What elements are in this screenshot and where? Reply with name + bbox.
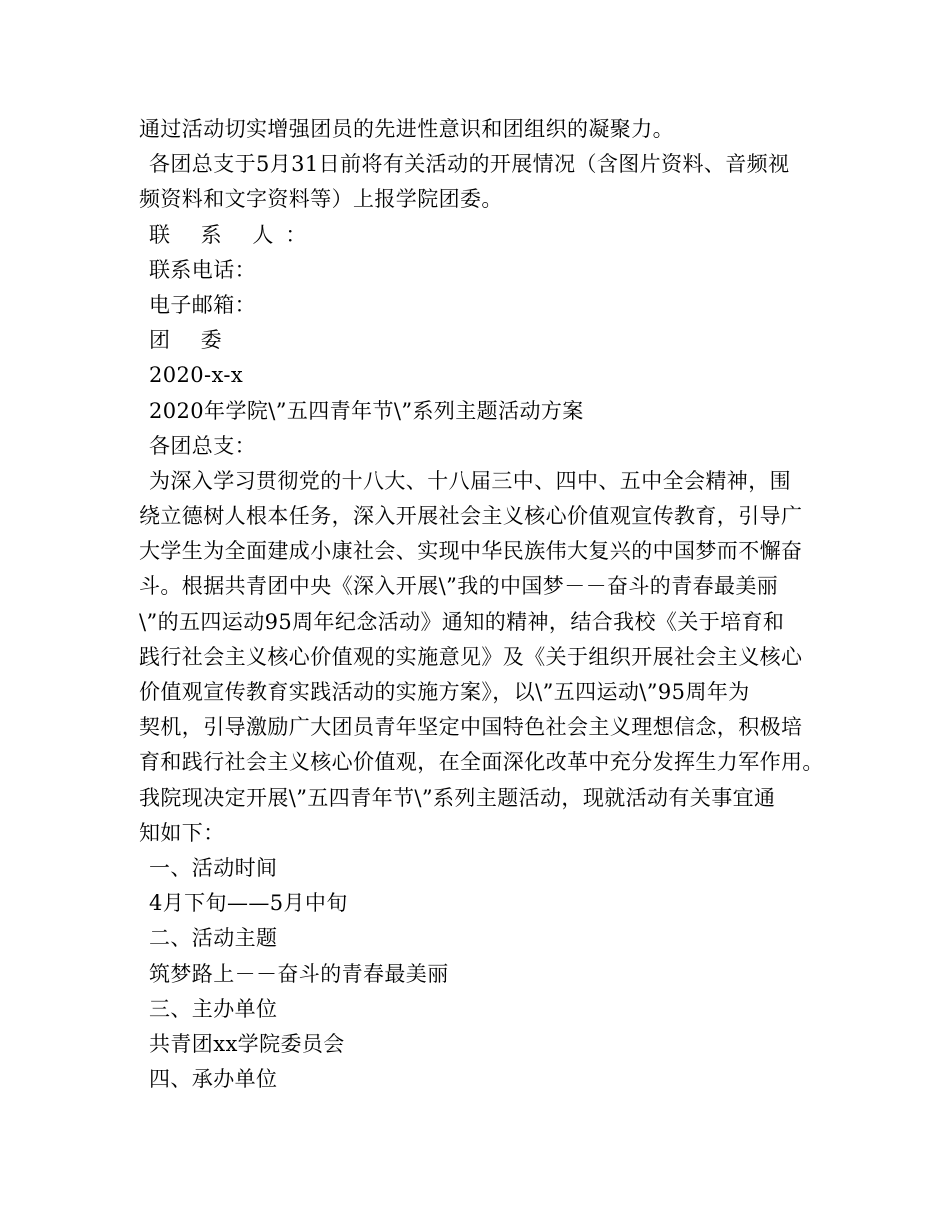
body-text-line: 各团总支于5月31日前将有关活动的开展情况（含图片资料、音频视 <box>149 152 790 177</box>
section-content: 共青团xx学院委员会 <box>149 1031 345 1056</box>
body-text-line: 绕立德树人根本任务，深入开展社会主义核心价值观宣传教育，引导广 <box>139 504 803 529</box>
body-text-line: 价值观宣传教育实践活动的实施方案》，以\”五四运动\”95周年为 <box>139 680 750 704</box>
body-text-line: 频资料和文字资料等）上报学院团委。 <box>139 187 503 212</box>
section-content: 筑梦路上－－奋斗的青春最美丽 <box>149 961 449 986</box>
section-heading: 二、活动主题 <box>149 926 278 951</box>
body-text-line: 契机，引导激励广大团员青年坚定中国特色社会主义理想信念，积极培 <box>139 715 803 740</box>
body-text-line: \”的五四运动95周年纪念活动》通知的精神，结合我校《关于培育和 <box>139 609 785 634</box>
body-text-line: 大学生为全面建成小康社会、实现中华民族伟大复兴的中国梦而不懈奋 <box>139 539 803 564</box>
body-text-line: 通过活动切实增强团员的先进性意识和团组织的凝聚力。 <box>139 117 674 141</box>
body-text-line: 为深入学习贯彻党的十八大、十八届三中、四中、五中全会精神，围 <box>149 468 791 493</box>
salutation: 各团总支： <box>149 433 256 458</box>
signature-date: 2020-x-x <box>149 363 244 388</box>
email-label: 电子邮箱： <box>149 292 256 317</box>
signature-org: 团 委 <box>149 328 234 353</box>
section-content: 4月下旬——5月中旬 <box>149 891 348 916</box>
body-text-line: 我院现决定开展\”五四青年节\”系列主题活动，现就活动有关事宜通 <box>139 785 776 810</box>
section-heading: 一、活动时间 <box>149 855 278 880</box>
contact-phone-label: 联系电话： <box>149 257 256 282</box>
body-text-line: 育和践行社会主义核心价值观，在全面深化改革中充分发挥生力军作用。 <box>139 750 824 775</box>
contact-person-label: 联 系 人： <box>149 222 319 247</box>
body-text-line: 践行社会主义核心价值观的实施意见》及《关于组织开展社会主义核心 <box>139 644 803 669</box>
section-heading: 三、主办单位 <box>149 996 278 1021</box>
section-heading: 四、承办单位 <box>149 1067 278 1092</box>
document-title: 2020年学院\”五四青年节\”系列主题活动方案 <box>149 398 584 423</box>
body-text-line: 知如下： <box>139 820 225 845</box>
body-text-line: 斗。根据共青团中央《深入开展\”我的中国梦－－奋斗的青春最美丽 <box>139 574 779 599</box>
